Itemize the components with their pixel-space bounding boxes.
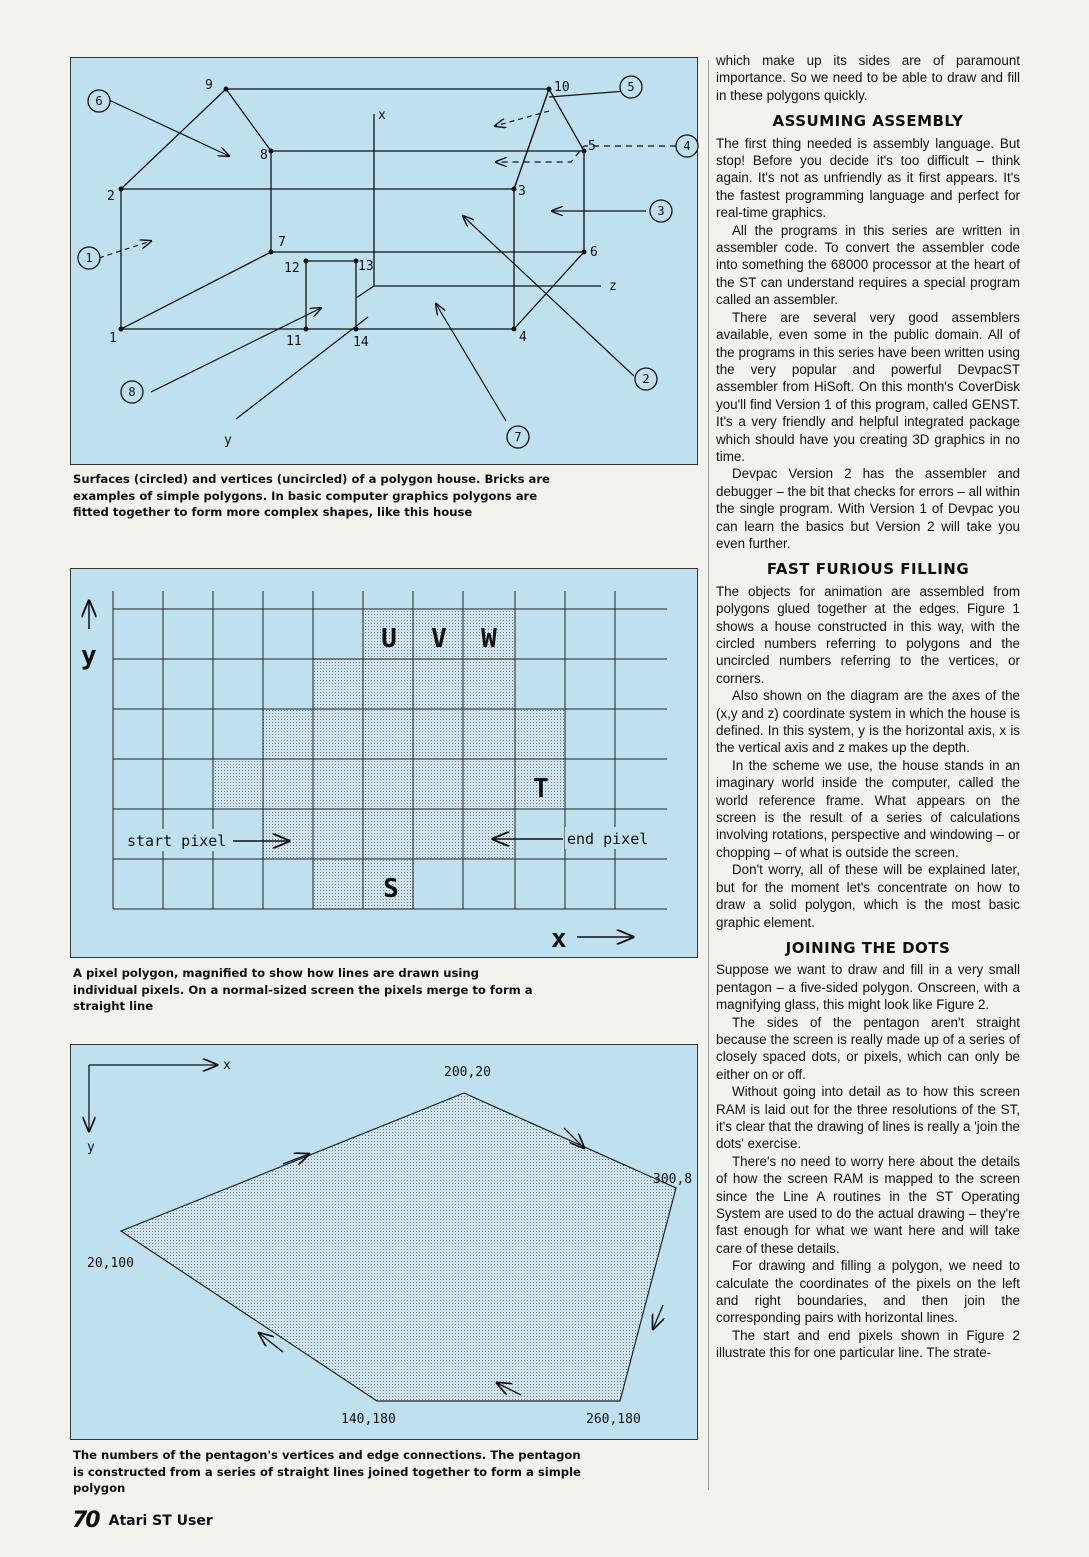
vertex-10-label: 10 xyxy=(554,80,570,95)
letter-t: T xyxy=(533,774,549,804)
surface-labels xyxy=(85,80,690,444)
house-wireframe xyxy=(121,89,601,329)
svg-text:7: 7 xyxy=(514,430,522,444)
letter-w: W xyxy=(481,624,497,654)
vertex-3-label: 3 xyxy=(518,184,526,199)
svg-text:2: 2 xyxy=(642,372,650,386)
axis-z-label: z xyxy=(609,279,617,294)
axis-x-label: x xyxy=(378,108,386,123)
vertex-label-200-20: 200,20 xyxy=(444,1065,491,1080)
axis-x-label: x xyxy=(223,1058,231,1073)
paragraph: For drawing and filling a polygon, we need to calculate the coordinates of the pixels on the left and right boundaries, and then join the corresponding pairs with horizontal lines. xyxy=(716,1258,1020,1326)
svg-text:3: 3 xyxy=(657,204,665,218)
heading-assuming-assembly: ASSUMING ASSEMBLY xyxy=(772,112,964,131)
vertex-2-label: 2 xyxy=(107,189,115,204)
axis-y-label: y xyxy=(87,1140,95,1155)
paragraph: The objects for animation are assembled from polygons glued together at the edges. Figure 1 shows a house constructed in this way, with the circled numbers referring to polygons and the uncircled numbers referring to the vertices, or corners. xyxy=(716,583,1020,686)
figure3-caption: The numbers of the pentagon's vertices and edge connections. The pentagon is constructed from a series of straight lines joined together to form a simple polygon xyxy=(73,1448,581,1495)
figure-house xyxy=(70,57,698,465)
svg-text:5: 5 xyxy=(627,80,635,94)
paragraph: Don't worry, all of these will be explained later, but for the moment let's concentrate on how to draw a solid polygon, which is the most basic graphic element. xyxy=(716,862,1020,930)
paragraph: There are several very good assemblers available, even some in the public domain. All of the programs in this series have been written using the very popular and powerful DevpacST assembler from HiSoft. On this month's CoverDisk you'll find Version 1 of this program, called GENST. It's a very friendly and helpful integrated package which should have you creating 3D graphics in no time. xyxy=(716,309,1020,464)
heading-joining-the-dots: JOINING THE DOTS xyxy=(785,938,951,957)
paragraph: Also shown on the diagram are the axes of the (x,y and z) coordinate system in which the house is defined. In this system, y is the horizontal axis, x is the vertical axis and z makes up the depth. xyxy=(716,688,1020,756)
figure-pixel-polygon xyxy=(70,568,698,958)
vertex-11-label: 11 xyxy=(286,334,302,349)
start-pixel-label: start pixel xyxy=(127,832,227,850)
page-number: 70 xyxy=(72,1508,99,1533)
letter-u: U xyxy=(381,624,397,654)
surface-circles xyxy=(78,76,698,448)
vertex-6-label: 6 xyxy=(590,245,598,260)
vertex-label-140-180: 140,180 xyxy=(341,1412,396,1427)
vertex-4-label: 4 xyxy=(519,330,527,345)
paragraph: which make up its sides are of paramount importance. So we need to be able to draw and fill in these polygons quickly. xyxy=(716,53,1020,103)
vertex-12-label: 12 xyxy=(284,261,300,276)
letter-s: S xyxy=(383,874,399,904)
magazine-name: Atari ST User xyxy=(108,1512,213,1529)
vertex-13-label: 13 xyxy=(358,259,374,274)
figure2-caption: A pixel polygon, magnified to show how lines are drawn using individual pixels. On a normal-sized screen the pixels merge to form a straight line xyxy=(73,966,533,1013)
vertex-label-260-180: 260,180 xyxy=(586,1412,641,1427)
paragraph: Suppose we want to draw and fill in a very small pentagon – a five-sided polygon. Onscreen, with a magnifying glass, this might look like Figure 2. xyxy=(716,962,1020,1013)
paragraph: Devpac Version 2 has the assembler and debugger – the bit that checks for errors – all within the single program. With Version 1 of Devpac you can learn the basics but Version 2 will take you even further. xyxy=(716,466,1020,551)
article-column xyxy=(716,52,1020,1362)
heading-fast-furious-filling: FAST FURIOUS FILLING xyxy=(766,560,970,579)
vertex-5-label: 5 xyxy=(588,139,596,154)
figure-pentagon xyxy=(70,1044,698,1440)
letter-v: V xyxy=(431,624,447,654)
paragraph: The start and end pixels shown in Figure 2 illustrate this for one particular line. The strate- xyxy=(716,1327,1020,1361)
paragraph: The sides of the pentagon aren't straight because the screen is really made up of a series of closely spaced dots, or pixels, which can only be either on or off. xyxy=(716,1014,1020,1082)
axis-y-label: y xyxy=(81,641,97,671)
vertex-14-label: 14 xyxy=(353,335,369,350)
vertex-1-label: 1 xyxy=(109,331,117,346)
paragraph: In the scheme we use, the house stands in an imaginary world inside the computer, called the world reference frame. What appears on the screen is the result of a series of calculations involving rotations, perspective and windowing – or chopping – of what is outside the screen. xyxy=(716,757,1020,860)
svg-text:4: 4 xyxy=(683,139,691,153)
axis-y-label: y xyxy=(224,433,232,448)
vertex-label-300-8: 300,8 xyxy=(653,1172,693,1187)
svg-text:6: 6 xyxy=(95,94,103,108)
vertex-label-20-100: 20,100 xyxy=(87,1256,134,1271)
axis-x-label: x xyxy=(551,924,567,954)
end-pixel-label: end pixel xyxy=(567,830,649,848)
paragraph: The first thing needed is assembly language. But stop! Before you decide it's too difficult – think again. It's not as unfriendly as it first appears. It's the fastest programming language and perfect for real-time graphics. xyxy=(716,135,1020,221)
paragraph: Without going into detail as to how this screen RAM is laid out for the three resolutions of the ST, it's clear that the drawing of lines is really a 'join the dots' exercise. xyxy=(716,1084,1020,1152)
column-divider xyxy=(708,60,709,1490)
figure1-caption: Surfaces (circled) and vertices (uncircled) of a polygon house. Bricks are examples of simple polygons. In basic computer graphics polygons are fitted together to form more complex shapes, like this house xyxy=(73,472,550,519)
paragraph: There's no need to worry here about the details of how the screen RAM is mapped to the screen since the Line A routines in the ST Operating System are used to do the actual drawing – they're fast enough for what we want here and will take care of these details. xyxy=(716,1153,1020,1256)
svg-text:8: 8 xyxy=(128,385,136,399)
page-footer xyxy=(72,1508,213,1533)
vertex-8-label: 8 xyxy=(260,148,268,163)
svg-text:1: 1 xyxy=(85,251,93,265)
vertex-7-label: 7 xyxy=(278,235,286,250)
vertex-labels xyxy=(107,78,617,448)
pentagon-shape xyxy=(121,1093,676,1401)
vertex-9-label: 9 xyxy=(205,78,213,93)
paragraph: All the programs in this series are written in assembler code. To convert the assembler code into something the 68000 processor at the heart of the ST can understand requires a special program called an assembler. xyxy=(716,222,1020,308)
